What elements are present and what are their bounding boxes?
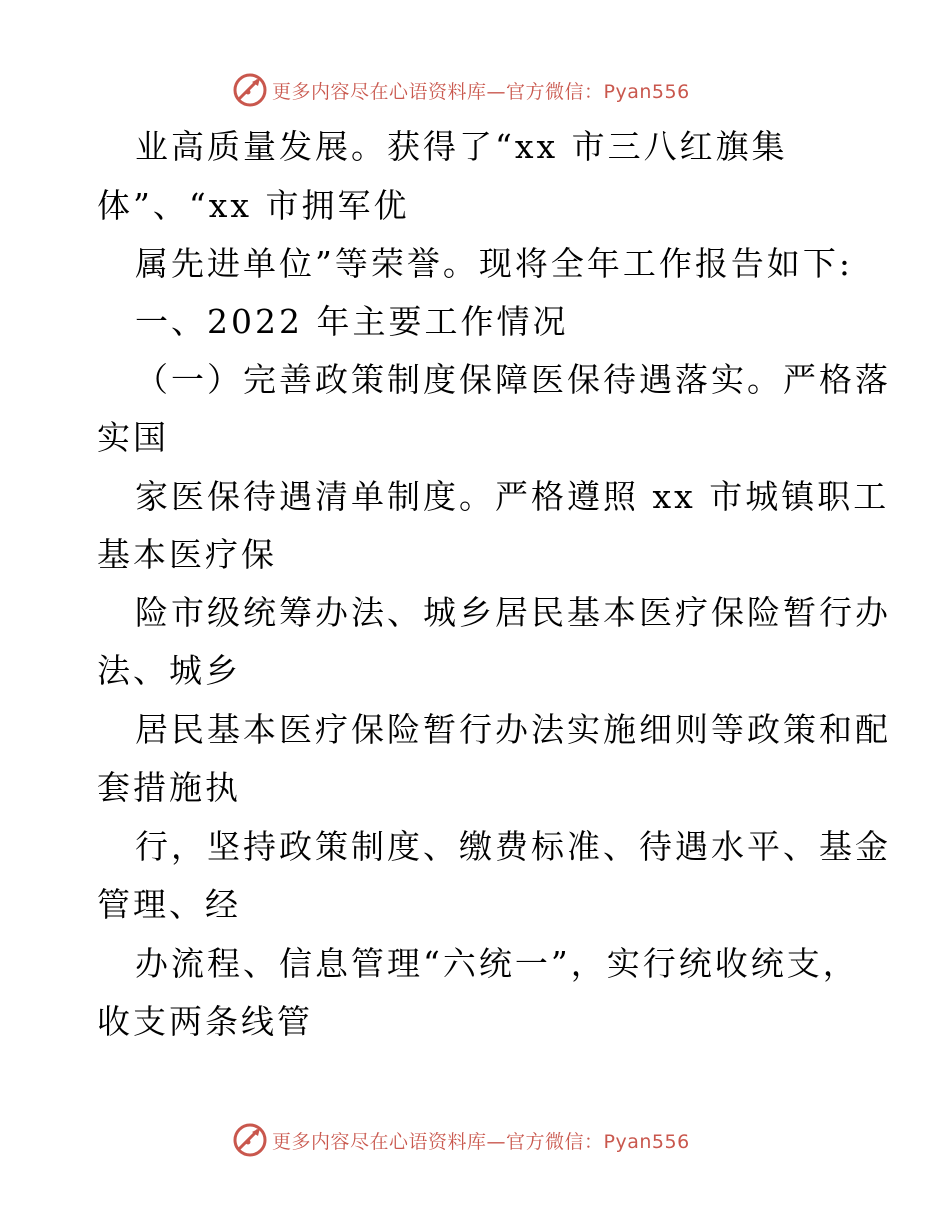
body-line: 套措施执: [97, 768, 241, 807]
footer-watermark: [0, 1120, 950, 1160]
watermark-text: 更多内容尽在心语资料库—官方微信：Pyan556: [272, 1130, 690, 1153]
watermark-text: 更多内容尽在心语资料库—官方微信：Pyan556: [272, 80, 690, 103]
pen-logo-icon: [232, 1122, 268, 1158]
body-line: 居民基本医疗保险暂行办法实施细则等政策和配: [135, 710, 891, 749]
body-line: 收支两条线管: [97, 1002, 313, 1041]
body-line: 体”、“xx 市拥军优: [97, 186, 410, 225]
body-line: 家医保待遇清单制度。严格遵照 xx 市城镇职工: [135, 477, 890, 516]
body-line: 属先进单位”等荣誉。现将全年工作报告如下:: [135, 244, 853, 283]
body-line: 业高质量发展。获得了“xx 市三八红旗集: [135, 127, 788, 166]
body-line: 实国: [97, 418, 169, 457]
body-line: 办流程、信息管理“六统一”，实行统收统支，: [135, 944, 859, 983]
body-line: 法、城乡: [97, 651, 241, 690]
body-line: 管理、经: [97, 885, 241, 924]
body-line: （一）完善政策制度保障医保待遇落实。严格落: [135, 360, 891, 399]
body-line: 一、2022 年主要工作情况: [135, 302, 569, 341]
body-line: 基本医疗保: [97, 535, 277, 574]
body-line: 险市级统筹办法、城乡居民基本医疗保险暂行办: [135, 593, 891, 632]
body-line: 行，坚持政策制度、缴费标准、待遇水平、基金: [135, 827, 891, 866]
